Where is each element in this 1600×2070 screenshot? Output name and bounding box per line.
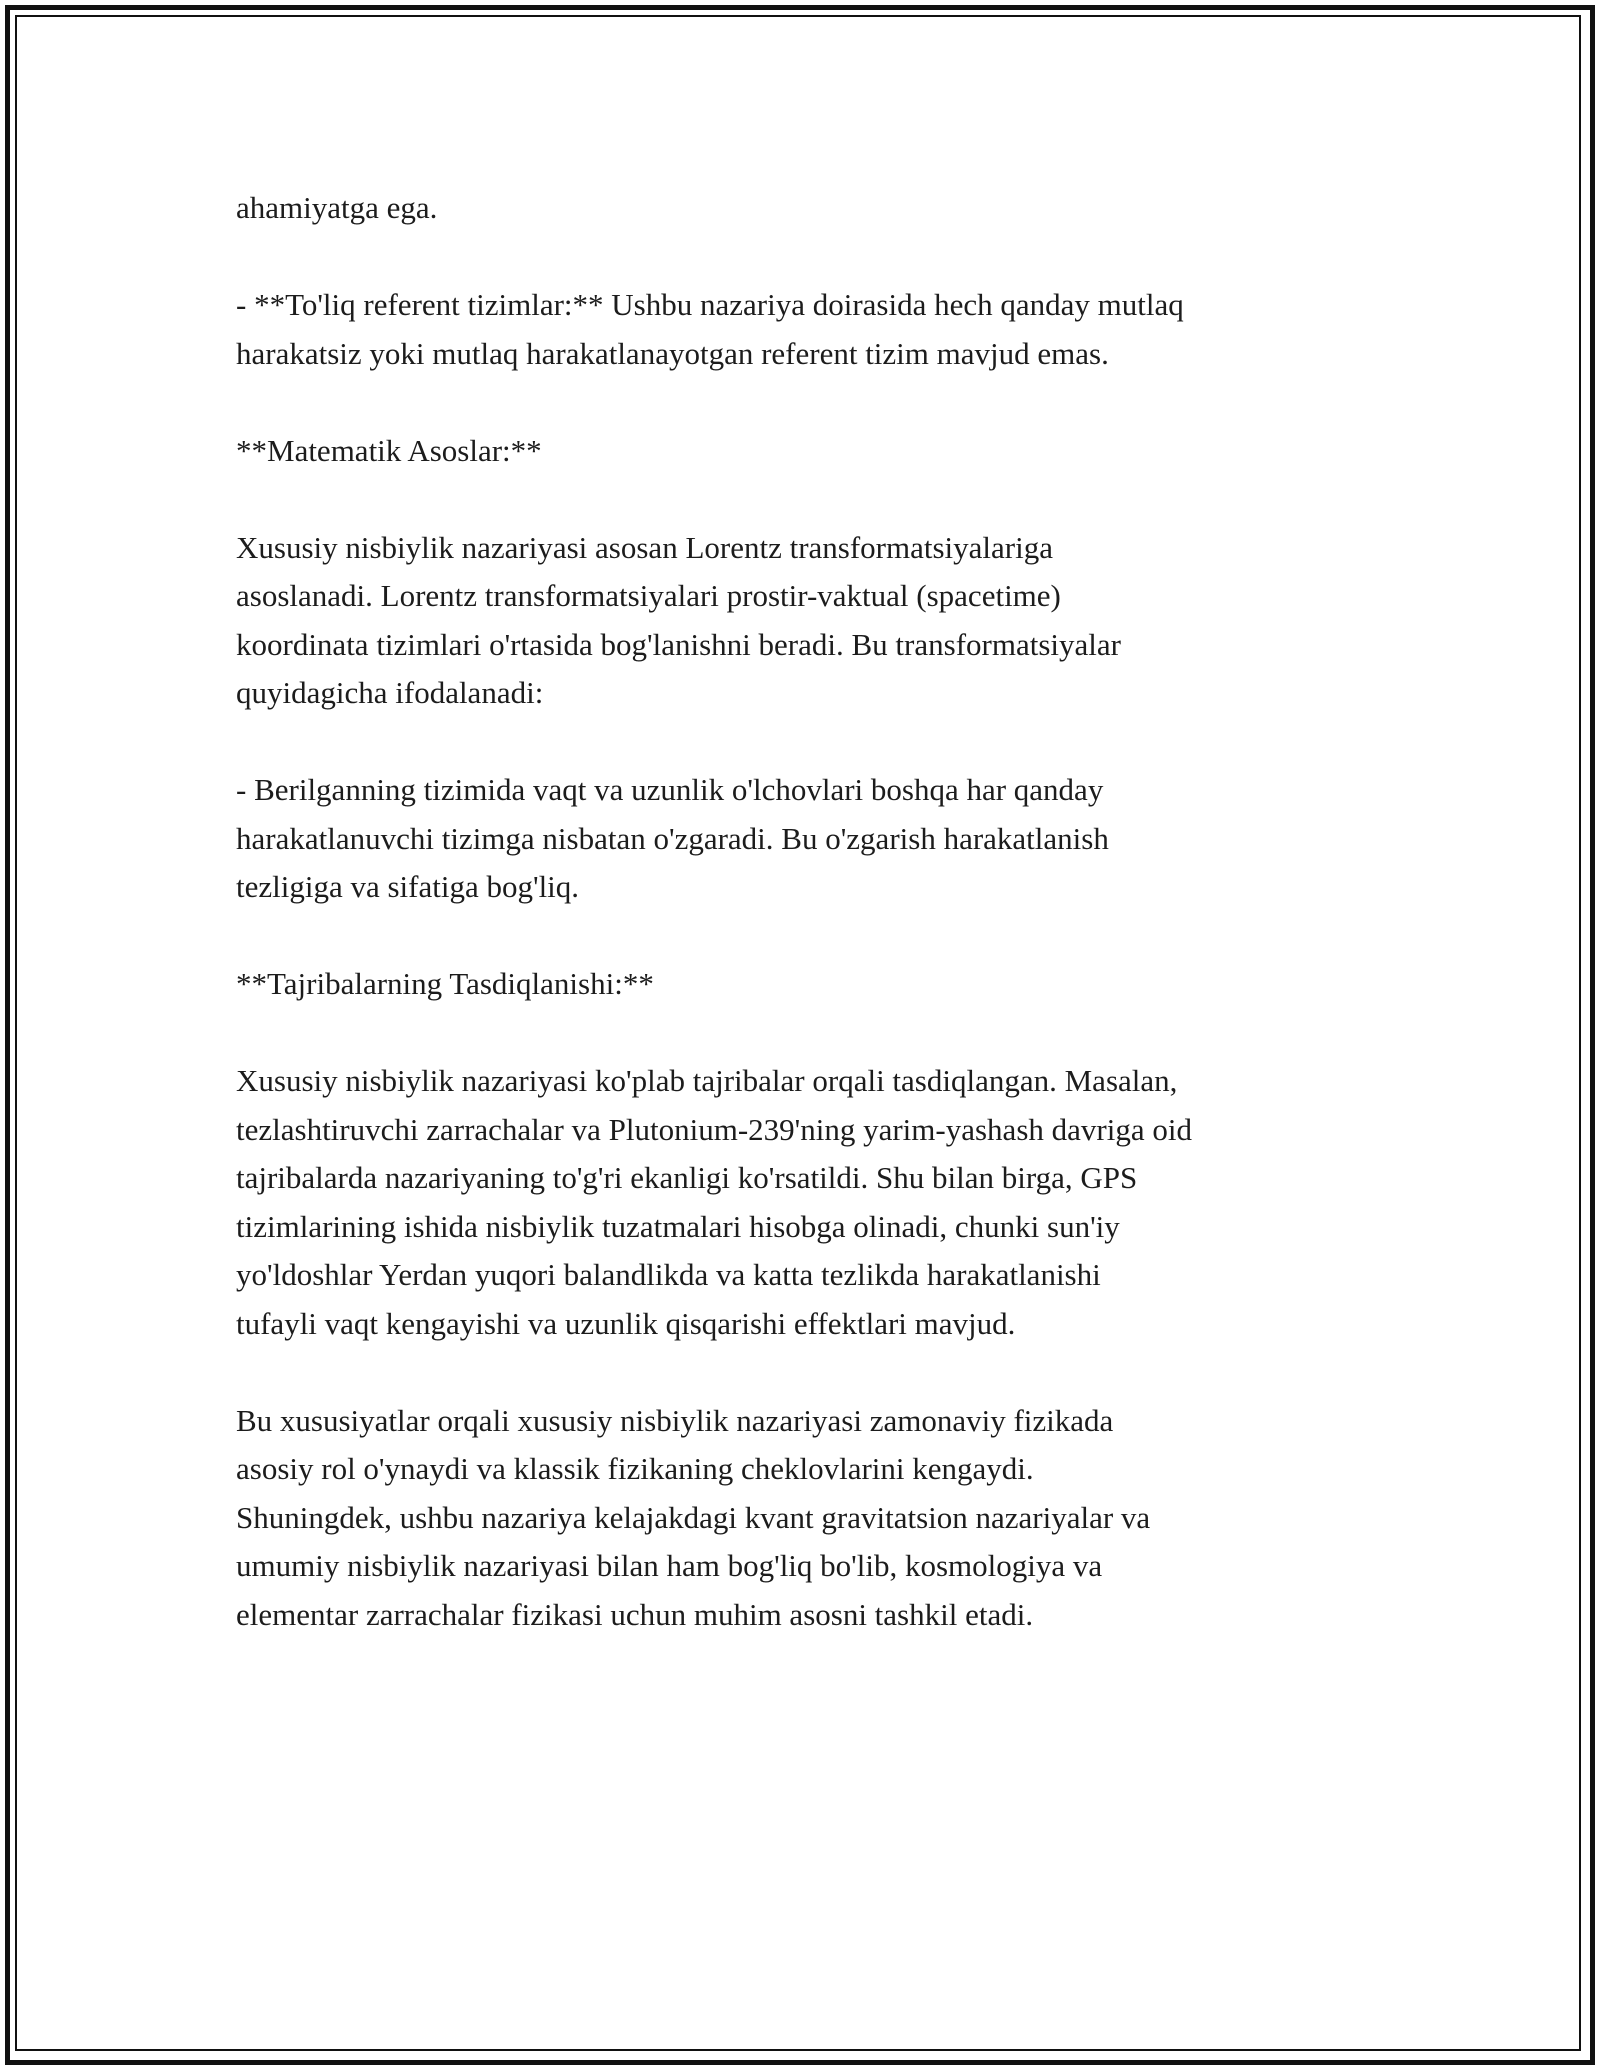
heading-experimental-confirmation: **Tajribalarning Tasdiqlanishi:**	[236, 966, 654, 1001]
heading-mathematical-foundations: **Matematik Asoslar:**	[236, 432, 542, 468]
bullet-time-length-measurement: - Berilganning tizimida vaqt va uzunlik o'lchovlari boshqa har qanday harakatlanuvchi tizimga nisbatan o'zgaradi. Bu o'zgarish harakatlanish tezligiga va sifatiga bog'liq.	[236, 772, 1109, 904]
paragraph-experiments: Xususiy nisbiylik nazariyasi ko'plab tajribalar orqali tasdiqlangan. Masalan, tezlashtiruvchi zarrachalar va Plutonium-239'ning yarim-yashash davriga oid tajribalarda nazariyaning to'g'ri ekanligi ko'rsatildi. Shu bilan birga, GPS tizimlarining ishida nisbiylik tuzatmalari hisobga olinadi, chunki sun'iy yo'ldoshlar Yerdan yuqori balandlikda va katta tezlikda harakatlanishi tufayli vaqt kengayishi va uzunlik qisqarishi effektlari mavjud.	[236, 1063, 1192, 1341]
document-body	[236, 184, 1376, 1639]
paragraph-lorentz-transformations: Xususiy nisbiylik nazariyasi asosan Lorentz transformatsiyalariga asoslanadi. Lorentz transformatsiyalari prostir-vaktual (spacetime) koordinata tizimlari o'rtasida bog'lanishni beradi. Bu transformatsiyalar quyidagicha ifodalanadi:	[236, 529, 1121, 710]
paragraph-conclusion: Bu xususiyatlar orqali xususiy nisbiylik nazariyasi zamonaviy fizikada asosiy rol o'ynaydi va klassik fizikaning cheklovlarini kengaydi. Shuningdek, ushbu nazariya kelajakdagi kvant gravitatsion nazariyalar va umumiy nisbiylik nazariyasi bilan ham bog'liq bo'lib, kosmologiya va elementar zarrachalar fizikasi uchun muhim asosni tashkil etadi.	[236, 1402, 1151, 1632]
bullet-referent-systems: - **To'liq referent tizimlar:** Ushbu nazariya doirasida hech qanday mutlaq harakatsiz yoki mutlaq harakatlanayotgan referent tizim mavjud emas.	[236, 287, 1184, 371]
paragraph-continuation: ahamiyatga ega.	[236, 190, 438, 225]
